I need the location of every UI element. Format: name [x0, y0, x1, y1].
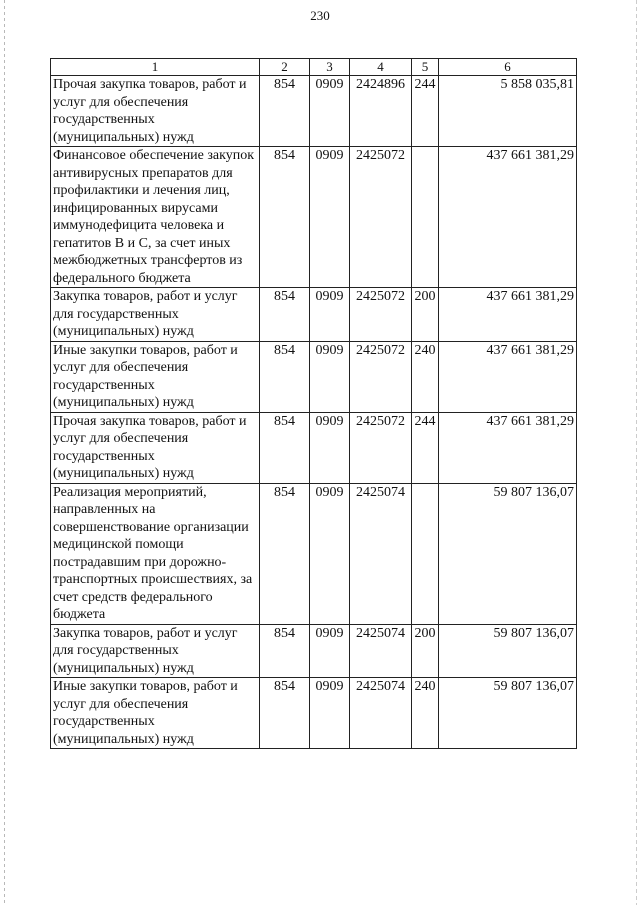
row-section-code: 0909 — [310, 147, 350, 288]
col-header-2: 2 — [260, 59, 310, 76]
row-section-code: 0909 — [310, 341, 350, 412]
row-expense-code: 200 — [412, 288, 439, 342]
row-target-code: 2424896 — [350, 76, 412, 147]
row-section-code: 0909 — [310, 678, 350, 749]
table-row — [51, 412, 577, 483]
row-amount: 437 661 381,29 — [439, 412, 577, 483]
row-amount: 5 858 035,81 — [439, 76, 577, 147]
row-section-code: 0909 — [310, 76, 350, 147]
col-header-6: 6 — [439, 59, 577, 76]
col-header-3: 3 — [310, 59, 350, 76]
page-number: 230 — [310, 8, 330, 23]
row-name: Иные закупки товаров, работ и услуг для обеспечения государственных (муниципальных) нужд — [51, 678, 260, 749]
row-amount: 437 661 381,29 — [439, 341, 577, 412]
row-expense-code: 240 — [412, 341, 439, 412]
table-row — [51, 483, 577, 624]
row-amount: 59 807 136,07 — [439, 624, 577, 678]
row-name: Прочая закупка товаров, работ и услуг для обеспечения государственных (муниципальных) нужд — [51, 412, 260, 483]
row-expense-code: 244 — [412, 412, 439, 483]
row-amount: 59 807 136,07 — [439, 483, 577, 624]
row-section-code: 0909 — [310, 624, 350, 678]
table-row — [51, 147, 577, 288]
row-ministry-code: 854 — [260, 412, 310, 483]
row-name: Финансовое обеспечение закупок антивирусных препаратов для профилактики и лечения лиц, инфицированных вирусами иммунодефицита человека и гепатитов B и C, за счет иных межбюджетных трансфертов из федерального бюджета — [51, 147, 260, 288]
table-row — [51, 341, 577, 412]
col-header-4: 4 — [350, 59, 412, 76]
row-target-code: 2425074 — [350, 678, 412, 749]
row-expense-code: 240 — [412, 678, 439, 749]
row-name: Реализация мероприятий, направленных на совершенствование организации медицинской помощи пострадавшим при дорожно-транспортных происшествиях, за счет средств федерального бюджета — [51, 483, 260, 624]
row-amount: 59 807 136,07 — [439, 678, 577, 749]
row-name: Закупка товаров, работ и услуг для государственных (муниципальных) нужд — [51, 624, 260, 678]
row-ministry-code: 854 — [260, 624, 310, 678]
table-row — [51, 288, 577, 342]
row-target-code: 2425072 — [350, 412, 412, 483]
budget-table — [50, 58, 577, 749]
row-ministry-code: 854 — [260, 147, 310, 288]
row-ministry-code: 854 — [260, 76, 310, 147]
col-header-5: 5 — [412, 59, 439, 76]
row-expense-code: 244 — [412, 76, 439, 147]
table-row — [51, 76, 577, 147]
row-ministry-code: 854 — [260, 341, 310, 412]
row-target-code: 2425072 — [350, 147, 412, 288]
row-expense-code — [412, 147, 439, 288]
row-target-code: 2425072 — [350, 288, 412, 342]
row-expense-code: 200 — [412, 624, 439, 678]
row-amount: 437 661 381,29 — [439, 288, 577, 342]
header-row — [51, 59, 577, 76]
row-target-code: 2425074 — [350, 624, 412, 678]
scan-edge-left — [4, 0, 5, 905]
row-name: Иные закупки товаров, работ и услуг для обеспечения государственных (муниципальных) нужд — [51, 341, 260, 412]
table-row — [51, 624, 577, 678]
row-ministry-code: 854 — [260, 483, 310, 624]
row-target-code: 2425072 — [350, 341, 412, 412]
scan-edge-right — [636, 0, 637, 905]
col-header-1: 1 — [51, 59, 260, 76]
row-ministry-code: 854 — [260, 678, 310, 749]
row-target-code: 2425074 — [350, 483, 412, 624]
row-ministry-code: 854 — [260, 288, 310, 342]
row-section-code: 0909 — [310, 483, 350, 624]
table-row — [51, 678, 577, 749]
row-section-code: 0909 — [310, 288, 350, 342]
row-name: Прочая закупка товаров, работ и услуг для обеспечения государственных (муниципальных) нужд — [51, 76, 260, 147]
row-expense-code — [412, 483, 439, 624]
row-name: Закупка товаров, работ и услуг для государственных (муниципальных) нужд — [51, 288, 260, 342]
row-amount: 437 661 381,29 — [439, 147, 577, 288]
row-section-code: 0909 — [310, 412, 350, 483]
